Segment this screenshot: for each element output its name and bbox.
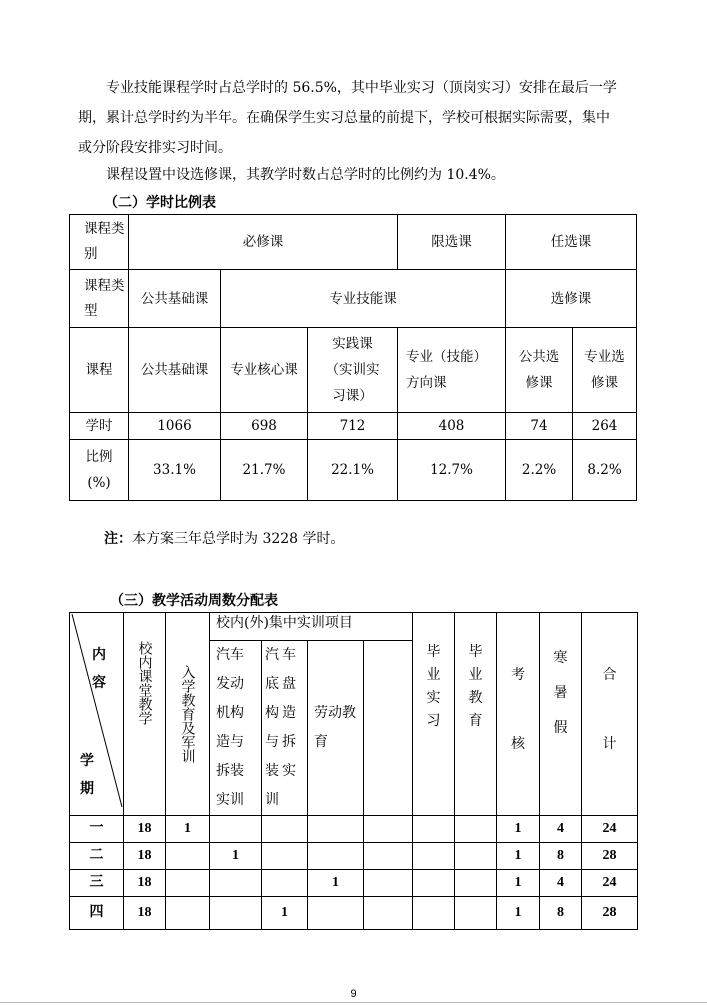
table-cell (262, 870, 308, 897)
table-cell: 专业（技能）方向课 (398, 328, 506, 413)
note-text: 本方案三年总学时为 3228 学时。 (132, 531, 345, 547)
table-cell (413, 897, 455, 930)
table-cell: 24 (582, 816, 638, 843)
table-cell (262, 843, 308, 870)
table-cell: 712 (308, 413, 398, 440)
header-exam: 考核 (497, 613, 540, 816)
table-cell: 18 (124, 870, 166, 897)
table-cell (455, 843, 497, 870)
table-cell: 8.2% (573, 440, 637, 501)
row-label: 课程 (70, 328, 129, 413)
table-cell: 21.7% (221, 440, 308, 501)
table-cell (455, 897, 497, 930)
section-title-hours-ratio: （二）学时比例表 (104, 195, 216, 211)
paragraph-electives: 课程设置中设选修课，其教学时数占总学时的比例约为 10.4%。 (106, 167, 505, 183)
table-cell (413, 843, 455, 870)
table-row (70, 270, 637, 328)
table-row (70, 440, 637, 501)
row-label: 课程类别 (70, 215, 129, 270)
header-chassis-training: 汽车底盘构造与拆装实训 (262, 641, 308, 816)
table-cell: 28 (582, 897, 638, 930)
term-label: 四 (70, 897, 124, 930)
table-cell: 4 (540, 816, 582, 843)
table-cell: 18 (124, 897, 166, 930)
row-label: 课程类型 (70, 270, 129, 328)
table-cell: 1 (497, 897, 540, 930)
table-cell: 1 (497, 843, 540, 870)
table-cell: 2.2% (506, 440, 573, 501)
header-vacation: 寒暑假 (540, 613, 582, 816)
table-cell: 4 (540, 870, 582, 897)
table-cell: 74 (506, 413, 573, 440)
table-cell (166, 897, 210, 930)
table-cell: 公共基础课 (129, 270, 221, 328)
hours-ratio-table (69, 214, 637, 501)
table-cell (413, 870, 455, 897)
note-label: 注： (104, 531, 132, 547)
table-cell (364, 816, 413, 843)
table-cell: 8 (540, 897, 582, 930)
table-cell (364, 843, 413, 870)
header-engine-training: 汽车发动机构造与拆装实训 (210, 641, 262, 816)
table-cell: 专业技能课 (221, 270, 506, 328)
corner-top-label: 内容 (92, 647, 106, 691)
table-cell (308, 816, 364, 843)
term-label: 三 (70, 870, 124, 897)
section-title-weeks: （三）教学活动周数分配表 (110, 593, 278, 609)
note (104, 528, 345, 548)
table-cell (210, 816, 262, 843)
table-cell: 12.7% (398, 440, 506, 501)
table-cell (308, 897, 364, 930)
table-row (70, 215, 637, 270)
table-cell: 选修课 (506, 270, 637, 328)
table-row (70, 816, 638, 843)
header-graduation: 毕业教育 (455, 613, 497, 816)
table-row (70, 870, 638, 897)
table-cell: 1 (262, 897, 308, 930)
table-cell: 1 (308, 870, 364, 897)
table-cell (364, 897, 413, 930)
table-cell (210, 870, 262, 897)
table-row (70, 413, 637, 440)
row-label: 学时 (70, 413, 129, 440)
table-cell: 1 (497, 870, 540, 897)
table-cell: 公共基础课 (129, 328, 221, 413)
term-label: 二 (70, 843, 124, 870)
teaching-weeks-table (69, 612, 638, 930)
table-cell (455, 816, 497, 843)
row-label: 比例(%) (70, 440, 129, 501)
table-cell: 公共选修课 (506, 328, 573, 413)
table-cell: 专业核心课 (221, 328, 308, 413)
header-total: 合计 (582, 613, 638, 816)
table-cell (413, 816, 455, 843)
header-internship: 毕业实习 (413, 613, 455, 816)
header-blank (364, 641, 413, 816)
table-cell: 28 (582, 843, 638, 870)
corner-header (70, 613, 124, 816)
table-cell: 1 (166, 816, 210, 843)
page-bottom-divider (0, 1002, 707, 1003)
table-cell: 专业选修课 (573, 328, 637, 413)
table-cell: 698 (221, 413, 308, 440)
table-cell: 必修课 (129, 215, 398, 270)
table-cell: 1 (210, 843, 262, 870)
table-cell (308, 843, 364, 870)
table-cell: 18 (124, 843, 166, 870)
table-cell (262, 816, 308, 843)
table-cell (364, 870, 413, 897)
table-cell (166, 843, 210, 870)
table-row (70, 328, 637, 413)
term-label: 一 (70, 816, 124, 843)
table-cell: 实践课（实训实习课） (308, 328, 398, 413)
table-cell: 限选课 (398, 215, 506, 270)
page-number: 9 (350, 988, 357, 1000)
header-labor-education: 劳动教育 (308, 641, 364, 816)
table-cell: 18 (124, 816, 166, 843)
corner-bottom-label: 学期 (80, 753, 94, 797)
table-cell: 1066 (129, 413, 221, 440)
table-cell (210, 897, 262, 930)
table-cell: 24 (582, 870, 638, 897)
header-classroom: 校内课堂教学 (124, 613, 166, 816)
table-cell: 任选课 (506, 215, 637, 270)
header-entrance: 入学教育及军训 (166, 613, 210, 816)
table-cell: 1 (497, 816, 540, 843)
table-cell: 33.1% (129, 440, 221, 501)
table-row (70, 843, 638, 870)
table-cell (455, 870, 497, 897)
table-cell: 264 (573, 413, 637, 440)
table-cell: 408 (398, 413, 506, 440)
table-cell: 8 (540, 843, 582, 870)
paragraph-internship: 专业技能课程学时占总学时的 56.5%，其中毕业实习（顶岗实习）安排在最后一学期，累计总学时约为半年。在确保学生实习总量的前提下，学校可根据实际需要，集中或分阶段安排实习时间。 (78, 80, 617, 156)
table-cell: 22.1% (308, 440, 398, 501)
table-cell (166, 870, 210, 897)
table-header-row (70, 613, 638, 641)
header-training-group: 校内(外)集中实训项目 (210, 613, 413, 641)
table-row (70, 897, 638, 930)
